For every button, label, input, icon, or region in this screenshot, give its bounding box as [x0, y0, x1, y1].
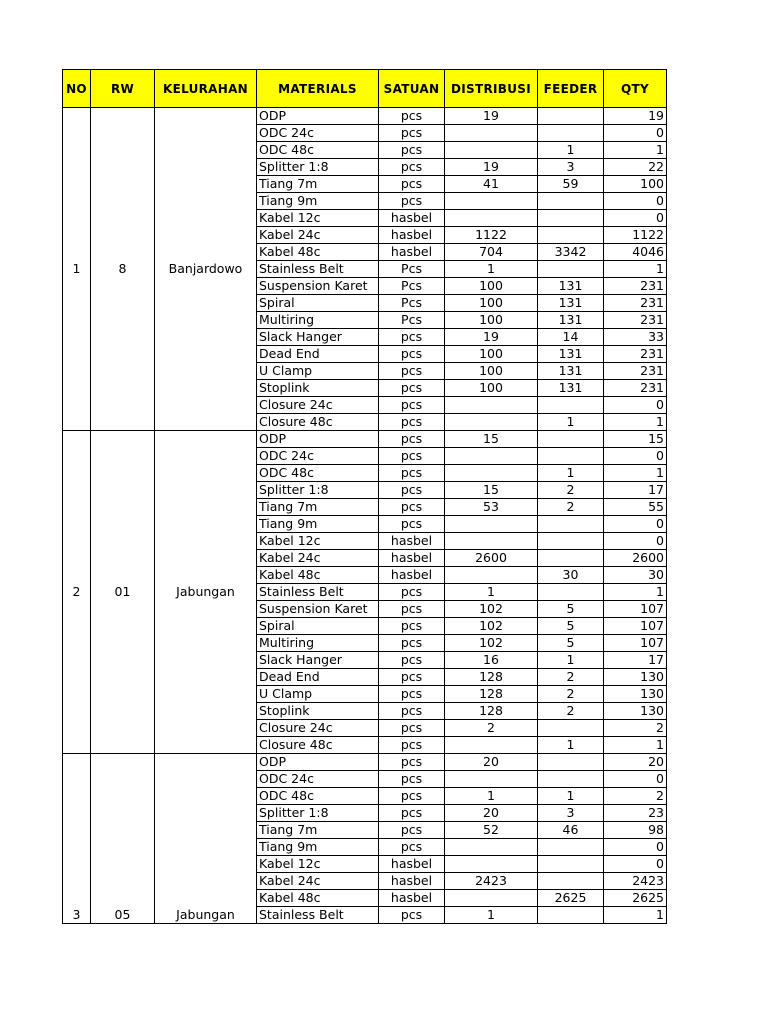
cell-satuan[interactable]: hasbel: [379, 567, 445, 584]
cell-qty[interactable]: 17: [604, 652, 667, 669]
header-feeder[interactable]: FEEDER: [538, 70, 604, 108]
cell-feeder[interactable]: 1: [538, 652, 604, 669]
cell-distribusi[interactable]: 19: [445, 159, 538, 176]
cell-material[interactable]: Slack Hanger: [257, 652, 379, 669]
cell-satuan[interactable]: pcs: [379, 346, 445, 363]
cell-satuan[interactable]: pcs: [379, 635, 445, 652]
header-satuan[interactable]: SATUAN: [379, 70, 445, 108]
cell-satuan[interactable]: pcs: [379, 499, 445, 516]
cell-material[interactable]: Tiang 9m: [257, 839, 379, 856]
header-rw[interactable]: RW: [91, 70, 155, 108]
cell-qty[interactable]: 55: [604, 499, 667, 516]
cell-distribusi[interactable]: 128: [445, 669, 538, 686]
cell-feeder[interactable]: 131: [538, 380, 604, 397]
cell-material[interactable]: U Clamp: [257, 363, 379, 380]
cell-feeder[interactable]: [538, 839, 604, 856]
cell-rw[interactable]: 05: [91, 754, 155, 924]
cell-kelurahan[interactable]: Jabungan: [155, 754, 257, 924]
cell-material[interactable]: Stainless Belt: [257, 261, 379, 278]
cell-feeder[interactable]: 1: [538, 142, 604, 159]
cell-material[interactable]: Tiang 7m: [257, 176, 379, 193]
cell-material[interactable]: Kabel 12c: [257, 533, 379, 550]
cell-satuan[interactable]: pcs: [379, 618, 445, 635]
cell-distribusi[interactable]: [445, 448, 538, 465]
cell-rw[interactable]: 8: [91, 108, 155, 431]
cell-material[interactable]: Closure 24c: [257, 397, 379, 414]
cell-qty[interactable]: 0: [604, 210, 667, 227]
cell-material[interactable]: Dead End: [257, 669, 379, 686]
cell-qty[interactable]: 2423: [604, 873, 667, 890]
cell-satuan[interactable]: pcs: [379, 516, 445, 533]
cell-qty[interactable]: 1: [604, 465, 667, 482]
cell-qty[interactable]: 231: [604, 312, 667, 329]
cell-distribusi[interactable]: 41: [445, 176, 538, 193]
header-qty[interactable]: QTY: [604, 70, 667, 108]
cell-feeder[interactable]: 30: [538, 567, 604, 584]
cell-feeder[interactable]: [538, 397, 604, 414]
cell-distribusi[interactable]: [445, 890, 538, 907]
cell-distribusi[interactable]: 53: [445, 499, 538, 516]
cell-distribusi[interactable]: 1122: [445, 227, 538, 244]
cell-feeder[interactable]: [538, 516, 604, 533]
cell-satuan[interactable]: hasbel: [379, 856, 445, 873]
cell-qty[interactable]: 231: [604, 346, 667, 363]
cell-qty[interactable]: 231: [604, 295, 667, 312]
cell-material[interactable]: Tiang 9m: [257, 516, 379, 533]
cell-qty[interactable]: 130: [604, 669, 667, 686]
cell-satuan[interactable]: pcs: [379, 431, 445, 448]
cell-material[interactable]: Kabel 24c: [257, 550, 379, 567]
cell-feeder[interactable]: [538, 754, 604, 771]
cell-feeder[interactable]: 1: [538, 465, 604, 482]
cell-distribusi[interactable]: 128: [445, 703, 538, 720]
cell-satuan[interactable]: pcs: [379, 907, 445, 924]
cell-material[interactable]: Stoplink: [257, 380, 379, 397]
table-row: [63, 108, 667, 125]
cell-qty[interactable]: 1122: [604, 227, 667, 244]
cell-material[interactable]: Tiang 7m: [257, 499, 379, 516]
cell-qty[interactable]: 2600: [604, 550, 667, 567]
cell-material[interactable]: Splitter 1:8: [257, 482, 379, 499]
cell-qty[interactable]: 107: [604, 601, 667, 618]
cell-feeder[interactable]: 3: [538, 805, 604, 822]
cell-material[interactable]: U Clamp: [257, 686, 379, 703]
cell-distribusi[interactable]: 102: [445, 618, 538, 635]
cell-feeder[interactable]: 2: [538, 669, 604, 686]
cell-qty[interactable]: 0: [604, 856, 667, 873]
cell-material[interactable]: Kabel 24c: [257, 873, 379, 890]
cell-satuan[interactable]: pcs: [379, 686, 445, 703]
cell-distribusi[interactable]: 704: [445, 244, 538, 261]
table-body: [63, 108, 667, 924]
cell-feeder[interactable]: 2: [538, 499, 604, 516]
cell-feeder[interactable]: [538, 261, 604, 278]
cell-feeder[interactable]: [538, 210, 604, 227]
cell-feeder[interactable]: [538, 125, 604, 142]
header-kelurahan[interactable]: KELURAHAN: [155, 70, 257, 108]
cell-feeder[interactable]: [538, 448, 604, 465]
cell-qty[interactable]: 98: [604, 822, 667, 839]
cell-qty[interactable]: 33: [604, 329, 667, 346]
cell-distribusi[interactable]: 16: [445, 652, 538, 669]
cell-distribusi[interactable]: 15: [445, 431, 538, 448]
cell-material[interactable]: ODC 24c: [257, 771, 379, 788]
cell-material[interactable]: Kabel 24c: [257, 227, 379, 244]
cell-material[interactable]: Kabel 48c: [257, 890, 379, 907]
cell-satuan[interactable]: pcs: [379, 805, 445, 822]
cell-qty[interactable]: 17: [604, 482, 667, 499]
cell-qty[interactable]: 100: [604, 176, 667, 193]
cell-feeder[interactable]: [538, 873, 604, 890]
cell-feeder[interactable]: [538, 108, 604, 125]
cell-distribusi[interactable]: 2: [445, 720, 538, 737]
cell-qty[interactable]: 15: [604, 431, 667, 448]
cell-feeder[interactable]: [538, 720, 604, 737]
cell-qty[interactable]: 20: [604, 754, 667, 771]
cell-material[interactable]: Closure 24c: [257, 720, 379, 737]
cell-material[interactable]: Spiral: [257, 618, 379, 635]
cell-distribusi[interactable]: [445, 516, 538, 533]
cell-feeder[interactable]: 3342: [538, 244, 604, 261]
cell-satuan[interactable]: pcs: [379, 482, 445, 499]
cell-distribusi[interactable]: [445, 533, 538, 550]
cell-no[interactable]: 1: [63, 108, 91, 431]
cell-material[interactable]: ODC 24c: [257, 125, 379, 142]
cell-distribusi[interactable]: 1: [445, 907, 538, 924]
cell-feeder[interactable]: 2625: [538, 890, 604, 907]
cell-satuan[interactable]: pcs: [379, 601, 445, 618]
cell-feeder[interactable]: [538, 771, 604, 788]
cell-distribusi[interactable]: 102: [445, 601, 538, 618]
cell-qty[interactable]: 1: [604, 142, 667, 159]
cell-satuan[interactable]: pcs: [379, 363, 445, 380]
cell-material[interactable]: Kabel 12c: [257, 210, 379, 227]
cell-distribusi[interactable]: 102: [445, 635, 538, 652]
cell-material[interactable]: Spiral: [257, 295, 379, 312]
cell-feeder[interactable]: [538, 584, 604, 601]
cell-satuan[interactable]: pcs: [379, 142, 445, 159]
cell-satuan[interactable]: pcs: [379, 771, 445, 788]
cell-material[interactable]: ODP: [257, 431, 379, 448]
cell-satuan[interactable]: pcs: [379, 788, 445, 805]
cell-distribusi[interactable]: [445, 125, 538, 142]
cell-qty[interactable]: 130: [604, 703, 667, 720]
cell-qty[interactable]: 19: [604, 108, 667, 125]
cell-satuan[interactable]: hasbel: [379, 533, 445, 550]
cell-satuan[interactable]: hasbel: [379, 873, 445, 890]
cell-qty[interactable]: 1: [604, 584, 667, 601]
cell-material[interactable]: Suspension Karet: [257, 601, 379, 618]
cell-feeder[interactable]: 131: [538, 312, 604, 329]
cell-rw[interactable]: 01: [91, 431, 155, 754]
cell-distribusi[interactable]: [445, 414, 538, 431]
cell-qty[interactable]: 231: [604, 380, 667, 397]
cell-distribusi[interactable]: [445, 856, 538, 873]
cell-satuan[interactable]: Pcs: [379, 261, 445, 278]
cell-qty[interactable]: 231: [604, 363, 667, 380]
cell-material[interactable]: Tiang 9m: [257, 193, 379, 210]
cell-qty[interactable]: 107: [604, 635, 667, 652]
cell-satuan[interactable]: pcs: [379, 397, 445, 414]
cell-satuan[interactable]: pcs: [379, 329, 445, 346]
cell-satuan[interactable]: pcs: [379, 720, 445, 737]
cell-feeder[interactable]: 2: [538, 703, 604, 720]
cell-distribusi[interactable]: 100: [445, 278, 538, 295]
cell-feeder[interactable]: 14: [538, 329, 604, 346]
cell-feeder[interactable]: [538, 227, 604, 244]
cell-distribusi[interactable]: 20: [445, 754, 538, 771]
cell-qty[interactable]: 0: [604, 533, 667, 550]
cell-distribusi[interactable]: 2600: [445, 550, 538, 567]
cell-material[interactable]: Slack Hanger: [257, 329, 379, 346]
cell-satuan[interactable]: hasbel: [379, 244, 445, 261]
cell-qty[interactable]: 2625: [604, 890, 667, 907]
cell-satuan[interactable]: pcs: [379, 584, 445, 601]
cell-feeder[interactable]: [538, 431, 604, 448]
cell-satuan[interactable]: pcs: [379, 448, 445, 465]
cell-satuan[interactable]: pcs: [379, 737, 445, 754]
cell-satuan[interactable]: Pcs: [379, 295, 445, 312]
cell-feeder[interactable]: 131: [538, 278, 604, 295]
cell-material[interactable]: ODC 48c: [257, 465, 379, 482]
cell-qty[interactable]: 231: [604, 278, 667, 295]
cell-material[interactable]: ODP: [257, 754, 379, 771]
cell-satuan[interactable]: pcs: [379, 652, 445, 669]
cell-feeder[interactable]: 3: [538, 159, 604, 176]
cell-satuan[interactable]: pcs: [379, 176, 445, 193]
cell-qty[interactable]: 30: [604, 567, 667, 584]
cell-satuan[interactable]: pcs: [379, 108, 445, 125]
cell-material[interactable]: Kabel 48c: [257, 244, 379, 261]
cell-qty[interactable]: 0: [604, 516, 667, 533]
cell-satuan[interactable]: hasbel: [379, 550, 445, 567]
cell-distribusi[interactable]: 19: [445, 329, 538, 346]
cell-distribusi[interactable]: 2423: [445, 873, 538, 890]
cell-feeder[interactable]: 5: [538, 618, 604, 635]
cell-qty[interactable]: 0: [604, 125, 667, 142]
cell-feeder[interactable]: [538, 533, 604, 550]
cell-satuan[interactable]: pcs: [379, 754, 445, 771]
cell-feeder[interactable]: [538, 193, 604, 210]
header-distribusi[interactable]: DISTRIBUSI: [445, 70, 538, 108]
cell-qty[interactable]: 0: [604, 397, 667, 414]
cell-distribusi[interactable]: 20: [445, 805, 538, 822]
cell-satuan[interactable]: pcs: [379, 380, 445, 397]
cell-no[interactable]: 2: [63, 431, 91, 754]
cell-qty[interactable]: 22: [604, 159, 667, 176]
cell-material[interactable]: Stainless Belt: [257, 907, 379, 924]
cell-distribusi[interactable]: [445, 771, 538, 788]
cell-feeder[interactable]: [538, 550, 604, 567]
cell-feeder[interactable]: 5: [538, 635, 604, 652]
cell-material[interactable]: Tiang 7m: [257, 822, 379, 839]
cell-feeder[interactable]: [538, 856, 604, 873]
cell-distribusi[interactable]: [445, 210, 538, 227]
cell-feeder[interactable]: [538, 907, 604, 924]
cell-qty[interactable]: 2: [604, 720, 667, 737]
cell-feeder[interactable]: 131: [538, 346, 604, 363]
materials-table: [62, 69, 667, 924]
cell-distribusi[interactable]: 1: [445, 788, 538, 805]
cell-material[interactable]: ODP: [257, 108, 379, 125]
cell-satuan[interactable]: hasbel: [379, 227, 445, 244]
cell-distribusi[interactable]: [445, 737, 538, 754]
cell-material[interactable]: Kabel 12c: [257, 856, 379, 873]
cell-distribusi[interactable]: 100: [445, 346, 538, 363]
cell-feeder[interactable]: 5: [538, 601, 604, 618]
cell-feeder[interactable]: 1: [538, 788, 604, 805]
table-row: [63, 431, 667, 448]
cell-material[interactable]: Suspension Karet: [257, 278, 379, 295]
cell-distribusi[interactable]: 100: [445, 295, 538, 312]
cell-material[interactable]: Kabel 48c: [257, 567, 379, 584]
cell-material[interactable]: Closure 48c: [257, 737, 379, 754]
cell-qty[interactable]: 0: [604, 771, 667, 788]
table-row: [63, 754, 667, 771]
cell-material[interactable]: Multiring: [257, 312, 379, 329]
cell-feeder[interactable]: 131: [538, 295, 604, 312]
cell-feeder[interactable]: 2: [538, 482, 604, 499]
cell-qty[interactable]: 1: [604, 261, 667, 278]
cell-distribusi[interactable]: [445, 142, 538, 159]
cell-satuan[interactable]: hasbel: [379, 890, 445, 907]
cell-distribusi[interactable]: [445, 193, 538, 210]
header-row: [63, 70, 667, 108]
cell-distribusi[interactable]: 100: [445, 380, 538, 397]
cell-satuan[interactable]: pcs: [379, 465, 445, 482]
header-no[interactable]: NO: [63, 70, 91, 108]
cell-distribusi[interactable]: 15: [445, 482, 538, 499]
cell-feeder[interactable]: 2: [538, 686, 604, 703]
cell-distribusi[interactable]: 100: [445, 363, 538, 380]
cell-no[interactable]: 3: [63, 754, 91, 924]
cell-material[interactable]: ODC 48c: [257, 142, 379, 159]
cell-satuan[interactable]: hasbel: [379, 210, 445, 227]
cell-satuan[interactable]: pcs: [379, 669, 445, 686]
cell-distribusi[interactable]: 128: [445, 686, 538, 703]
cell-feeder[interactable]: 46: [538, 822, 604, 839]
cell-satuan[interactable]: pcs: [379, 839, 445, 856]
cell-satuan[interactable]: pcs: [379, 193, 445, 210]
cell-satuan[interactable]: pcs: [379, 159, 445, 176]
cell-feeder[interactable]: 131: [538, 363, 604, 380]
cell-qty[interactable]: 2: [604, 788, 667, 805]
cell-material[interactable]: Splitter 1:8: [257, 159, 379, 176]
cell-distribusi[interactable]: 1: [445, 261, 538, 278]
cell-distribusi[interactable]: [445, 567, 538, 584]
cell-material[interactable]: Multiring: [257, 635, 379, 652]
cell-qty[interactable]: 1: [604, 414, 667, 431]
cell-material[interactable]: ODC 24c: [257, 448, 379, 465]
cell-distribusi[interactable]: 19: [445, 108, 538, 125]
cell-distribusi[interactable]: 1: [445, 584, 538, 601]
cell-qty[interactable]: 130: [604, 686, 667, 703]
cell-qty[interactable]: 0: [604, 839, 667, 856]
cell-material[interactable]: Stoplink: [257, 703, 379, 720]
cell-satuan[interactable]: pcs: [379, 125, 445, 142]
cell-material[interactable]: Splitter 1:8: [257, 805, 379, 822]
cell-material[interactable]: Closure 48c: [257, 414, 379, 431]
cell-feeder[interactable]: 59: [538, 176, 604, 193]
cell-distribusi[interactable]: [445, 397, 538, 414]
cell-satuan[interactable]: Pcs: [379, 312, 445, 329]
cell-material[interactable]: Stainless Belt: [257, 584, 379, 601]
cell-kelurahan[interactable]: Jabungan: [155, 431, 257, 754]
cell-distribusi[interactable]: [445, 839, 538, 856]
header-materials[interactable]: MATERIALS: [257, 70, 379, 108]
cell-feeder[interactable]: 1: [538, 737, 604, 754]
cell-satuan[interactable]: pcs: [379, 822, 445, 839]
cell-qty[interactable]: 0: [604, 193, 667, 210]
cell-qty[interactable]: 23: [604, 805, 667, 822]
cell-qty[interactable]: 107: [604, 618, 667, 635]
cell-satuan[interactable]: Pcs: [379, 278, 445, 295]
cell-feeder[interactable]: 1: [538, 414, 604, 431]
cell-distribusi[interactable]: 52: [445, 822, 538, 839]
cell-qty[interactable]: 4046: [604, 244, 667, 261]
cell-satuan[interactable]: pcs: [379, 414, 445, 431]
cell-material[interactable]: ODC 48c: [257, 788, 379, 805]
cell-kelurahan[interactable]: Banjardowo: [155, 108, 257, 431]
cell-qty[interactable]: 1: [604, 907, 667, 924]
cell-qty[interactable]: 0: [604, 448, 667, 465]
cell-distribusi[interactable]: [445, 465, 538, 482]
cell-satuan[interactable]: pcs: [379, 703, 445, 720]
cell-qty[interactable]: 1: [604, 737, 667, 754]
cell-material[interactable]: Dead End: [257, 346, 379, 363]
cell-distribusi[interactable]: 100: [445, 312, 538, 329]
